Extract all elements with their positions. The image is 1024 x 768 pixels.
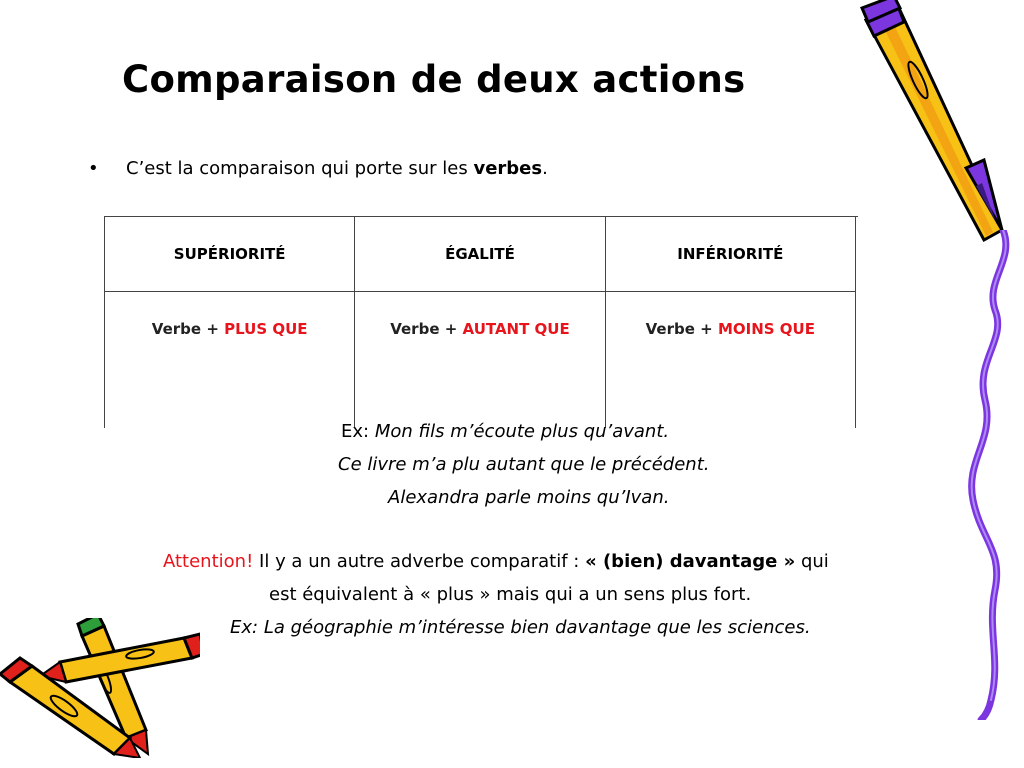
cell-superiorite bbox=[105, 292, 355, 429]
example-sentence-1: Mon fils m’écoute plus qu’avant. bbox=[374, 421, 670, 442]
cell-verb: Verbe bbox=[390, 320, 440, 338]
attention-text-end: qui bbox=[795, 551, 829, 572]
attention-example bbox=[230, 617, 811, 638]
bullet-text-end: . bbox=[542, 158, 548, 179]
bullet-marker: • bbox=[88, 158, 99, 179]
pencil-clipart-icon bbox=[858, 0, 1008, 245]
attention-adverb: « (bien) davantage » bbox=[585, 551, 796, 572]
bullet-text-start: C’est la comparaison qui porte sur les bbox=[126, 158, 474, 179]
attention-text-start: Il y a un autre adverbe comparatif : bbox=[259, 551, 586, 572]
comparison-table bbox=[104, 216, 856, 428]
example-label: Ex: bbox=[341, 421, 370, 442]
header-egalite: ÉGALITÉ bbox=[355, 216, 605, 292]
attention-line-2: est équivalent à « plus » mais qui a un sens plus fort. bbox=[269, 584, 752, 605]
example-line-1 bbox=[341, 421, 669, 442]
example-sentence-2: Ce livre m’a plu autant que le précédent. bbox=[338, 454, 710, 475]
comparison-table-image bbox=[104, 216, 858, 400]
purple-squiggle-icon bbox=[955, 230, 1024, 720]
cell-comparative: AUTANT QUE bbox=[462, 320, 570, 338]
cell-egalite bbox=[355, 292, 605, 429]
example-line-3 bbox=[388, 487, 669, 508]
example-sentence-3: Alexandra parle moins qu’Ivan. bbox=[388, 487, 670, 508]
cell-plus: + bbox=[700, 320, 713, 338]
table-header-row bbox=[105, 216, 856, 292]
attention-example-sentence: La géographie m’intéresse bien davantage que les sciences. bbox=[263, 617, 811, 638]
cell-comparative: PLUS QUE bbox=[224, 320, 308, 338]
header-inferiorite: INFÉRIORITÉ bbox=[605, 216, 855, 292]
slide-title: Comparaison de deux actions bbox=[122, 58, 746, 101]
cell-comparative: MOINS QUE bbox=[717, 320, 815, 338]
attention-label: Attention! bbox=[163, 551, 254, 572]
table-row bbox=[105, 292, 856, 429]
example-line-2 bbox=[338, 454, 709, 475]
cell-plus: + bbox=[444, 320, 458, 338]
cell-verb: Verbe bbox=[151, 320, 202, 338]
header-superiorite: SUPÉRIORITÉ bbox=[105, 216, 355, 292]
cell-verb: Verbe bbox=[645, 320, 695, 338]
cell-inferiorite bbox=[605, 292, 855, 429]
attention-line-1 bbox=[163, 551, 829, 572]
bullet-text bbox=[126, 158, 548, 179]
bullet-text-bold: verbes bbox=[473, 158, 543, 179]
cell-plus: + bbox=[206, 320, 219, 338]
crossed-pencils-icon bbox=[0, 618, 200, 758]
attention-example-label: Ex: bbox=[230, 617, 259, 638]
